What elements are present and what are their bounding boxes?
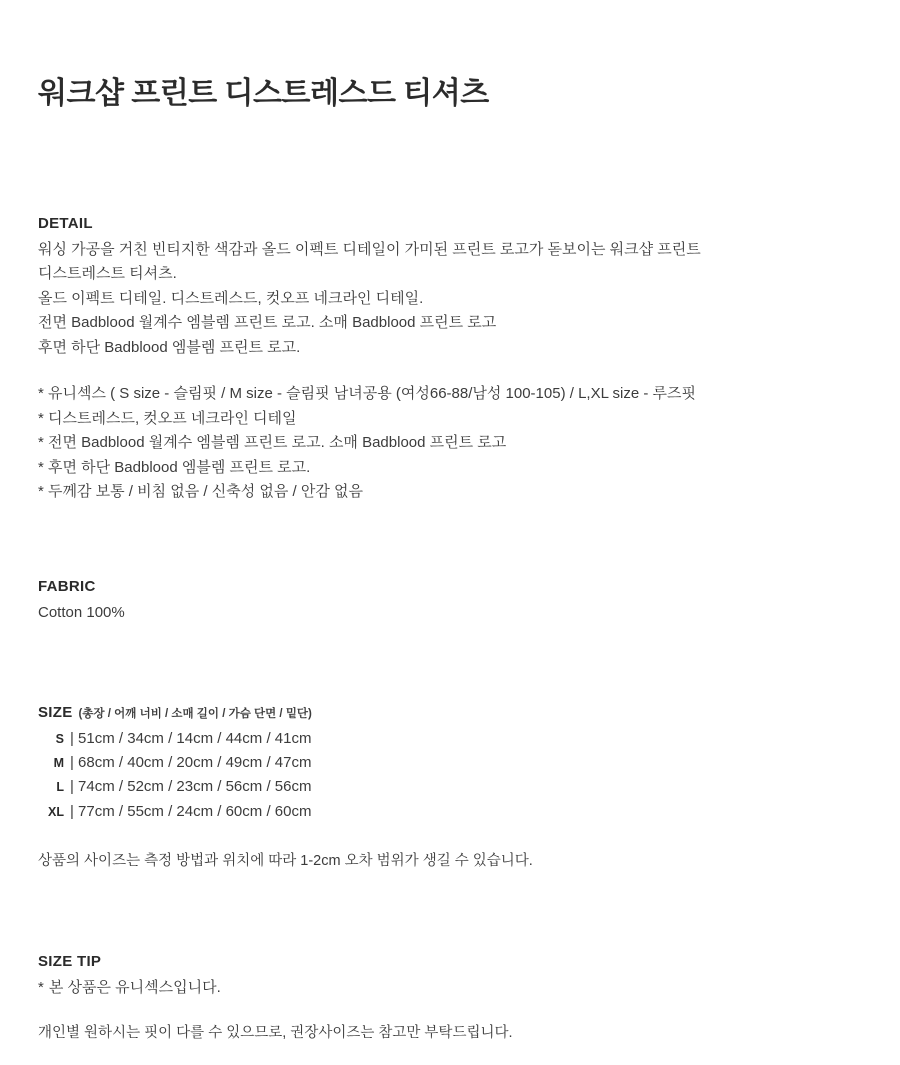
size-row-values: | 68cm / 40cm / 20cm / 49cm / 47cm — [69, 754, 312, 772]
table-row — [48, 751, 311, 775]
detail-bullet: * 두께감 보통 / 비침 없음 / 신축성 없음 / 안감 없음 — [38, 482, 364, 500]
table-row — [48, 727, 311, 751]
detail-bullet: * 전면 Badblood 월계수 엠블렘 프린트 로고. 소매 Badblood 프린트 로고 — [38, 434, 507, 452]
size-row-label: L — [56, 780, 64, 795]
detail-bullet: * 디스트레스드, 컷오프 네크라인 디테일 — [38, 409, 297, 427]
detail-paragraph-line: 전면 Badblood 월계수 엠블렘 프린트 로고. 소매 Badblood 프린트 로고 — [38, 314, 497, 332]
page-title: 워크샵 프린트 디스트레스드 티셔츠 — [38, 77, 489, 110]
size-row-values: | 77cm / 55cm / 24cm / 60cm / 60cm — [69, 802, 312, 820]
size-row-label: S — [55, 731, 64, 746]
size-row-values: | 74cm / 52cm / 23cm / 56cm / 56cm — [69, 778, 312, 796]
size-tip-section — [38, 953, 862, 1045]
size-columns-label: (총장 / 어깨 너비 / 소매 길이 / 가슴 단면 / 밑단) — [78, 707, 312, 720]
asterisk-icon: * — [38, 979, 44, 997]
size-section — [38, 704, 862, 873]
size-table — [48, 727, 311, 824]
table-row — [48, 775, 311, 799]
detail-bullet: * 유니섹스 ( S size - 슬림핏 / M size - 슬림핏 남녀공용 (여성66-88/남성 100-105) / L,XL size - 루즈핏 — [38, 385, 697, 403]
fabric-heading: FABRIC — [38, 578, 96, 596]
spacer — [38, 504, 862, 578]
fabric-section — [38, 578, 862, 625]
size-row-values: | 51cm / 34cm / 14cm / 44cm / 41cm — [69, 729, 312, 747]
size-tip-text: 본 상품은 유니섹스입니다. — [48, 979, 221, 997]
size-row-label: M — [53, 756, 64, 771]
detail-paragraph-line: 올드 이펙트 디테일. 디스트레스드, 컷오프 네크라인 디테일. — [38, 289, 424, 307]
size-tip-heading: SIZE TIP — [38, 953, 102, 971]
detail-paragraph-line: 디스트레스트 티셔츠. — [38, 265, 177, 283]
fabric-value: Cotton 100% — [38, 604, 125, 622]
detail-paragraph-line: 후면 하단 Badblood 엠블렘 프린트 로고. — [38, 338, 301, 356]
detail-section — [38, 215, 862, 504]
spacer — [38, 626, 862, 704]
detail-paragraph-line: 워싱 가공을 거친 빈티지한 색감과 올드 이펙트 디테일이 가미된 프린트 로고가 돋보이는 워크샵 프린트 — [38, 241, 701, 258]
detail-heading: DETAIL — [38, 215, 93, 232]
table-row — [48, 800, 311, 824]
detail-bullet: * 후면 하단 Badblood 엠블렘 프린트 로고. — [38, 458, 311, 476]
size-heading-label: SIZE — [38, 703, 73, 721]
spacer — [38, 113, 862, 215]
spacer — [38, 360, 862, 382]
size-tip-line — [38, 976, 862, 1000]
spacer — [38, 1000, 862, 1022]
size-tip-note: 개인별 원하시는 핏이 다를 수 있으므로, 권장사이즈는 참고만 부탁드립니다. — [38, 1025, 513, 1042]
spacer — [38, 824, 862, 850]
size-row-label: XL — [48, 804, 64, 819]
size-heading — [38, 704, 862, 721]
size-note: 상품의 사이즈는 측정 방법과 위치에 따라 1-2cm 오차 범위가 생길 수 있습니다. — [38, 853, 533, 869]
spacer — [38, 873, 862, 953]
